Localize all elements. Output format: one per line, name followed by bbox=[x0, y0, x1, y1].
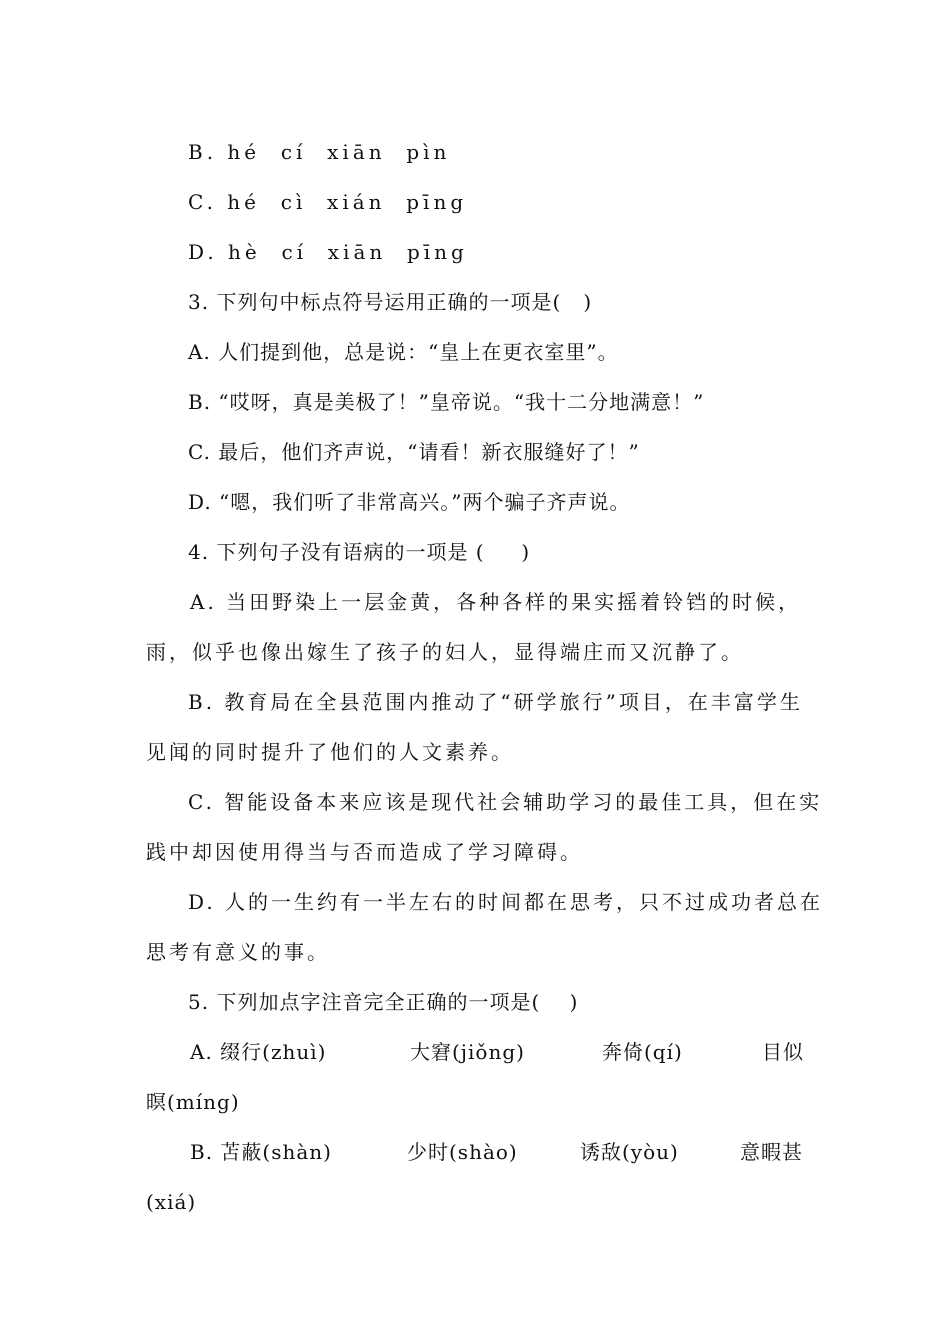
question-5: 5. 下列加点字注音完全正确的一项是( ) bbox=[188, 990, 579, 1014]
question-3-option-b: B. “哎呀，真是美极了！”皇帝说。“我十二分地满意！” bbox=[188, 390, 705, 414]
question-3-option-c: C. 最后，他们齐声说，“请看！新衣服缝好了！” bbox=[188, 440, 640, 464]
question-5-option-a-item-2: 大窘(jiǒng) bbox=[410, 1040, 525, 1064]
question-5-option-b-item-4: 意暇甚 bbox=[740, 1140, 803, 1164]
option-b-pinyin: B. hé cí xiān pìn bbox=[188, 140, 451, 164]
question-5-option-b-item-1: B. 苫蔽(shàn) bbox=[190, 1140, 332, 1164]
question-5-option-b-item-3: 诱敌(yòu) bbox=[580, 1140, 679, 1164]
question-4: 4. 下列句子没有语病的一项是 ( ) bbox=[188, 540, 531, 564]
question-4-option-c-line-1: C. 智能设备本来应该是现代社会辅助学习的最佳工具，但在实 bbox=[188, 790, 823, 814]
question-4-option-a-line-2: 雨，似乎也像出嫁生了孩子的妇人，显得端庄而又沉静了。 bbox=[146, 640, 744, 664]
option-c-pinyin: C. hé cì xián pīng bbox=[188, 190, 468, 214]
question-5-option-b-item-4-cont: (xiá) bbox=[146, 1190, 197, 1214]
question-3-option-d: D. “嗯，我们听了非常高兴。”两个骗子齐声说。 bbox=[188, 490, 631, 514]
question-5-option-a-item-4-cont: 暝(míng) bbox=[146, 1090, 240, 1114]
question-4-option-c-line-2: 践中却因使用得当与否而造成了学习障碍。 bbox=[146, 840, 583, 864]
question-4-option-a-line-1: A. 当田野染上一层金黄，各种各样的果实摇着铃铛的时候， bbox=[190, 590, 802, 614]
question-5-option-a-item-1: A. 缀行(zhuì) bbox=[190, 1040, 327, 1064]
question-5-option-a-item-4: 目似 bbox=[762, 1040, 804, 1064]
question-4-option-b-line-1: B. 教育局在全县范围内推动了“研学旅行”项目，在丰富学生 bbox=[188, 690, 803, 714]
question-5-option-a-item-3: 奔倚(qí) bbox=[602, 1040, 683, 1064]
question-5-option-b-item-2: 少时(shào) bbox=[407, 1140, 518, 1164]
question-4-option-d-line-1: D. 人的一生约有一半左右的时间都在思考，只不过成功者总在 bbox=[188, 890, 824, 914]
option-d-pinyin: D. hè cí xiān pīng bbox=[188, 240, 468, 264]
question-4-option-b-line-2: 见闻的同时提升了他们的人文素养。 bbox=[146, 740, 514, 764]
question-3-option-a: A. 人们提到他，总是说：“皇上在更衣室里”。 bbox=[188, 340, 619, 364]
question-4-option-d-line-2: 思考有意义的事。 bbox=[146, 940, 330, 964]
question-3: 3. 下列句中标点符号运用正确的一项是( ) bbox=[188, 290, 593, 314]
